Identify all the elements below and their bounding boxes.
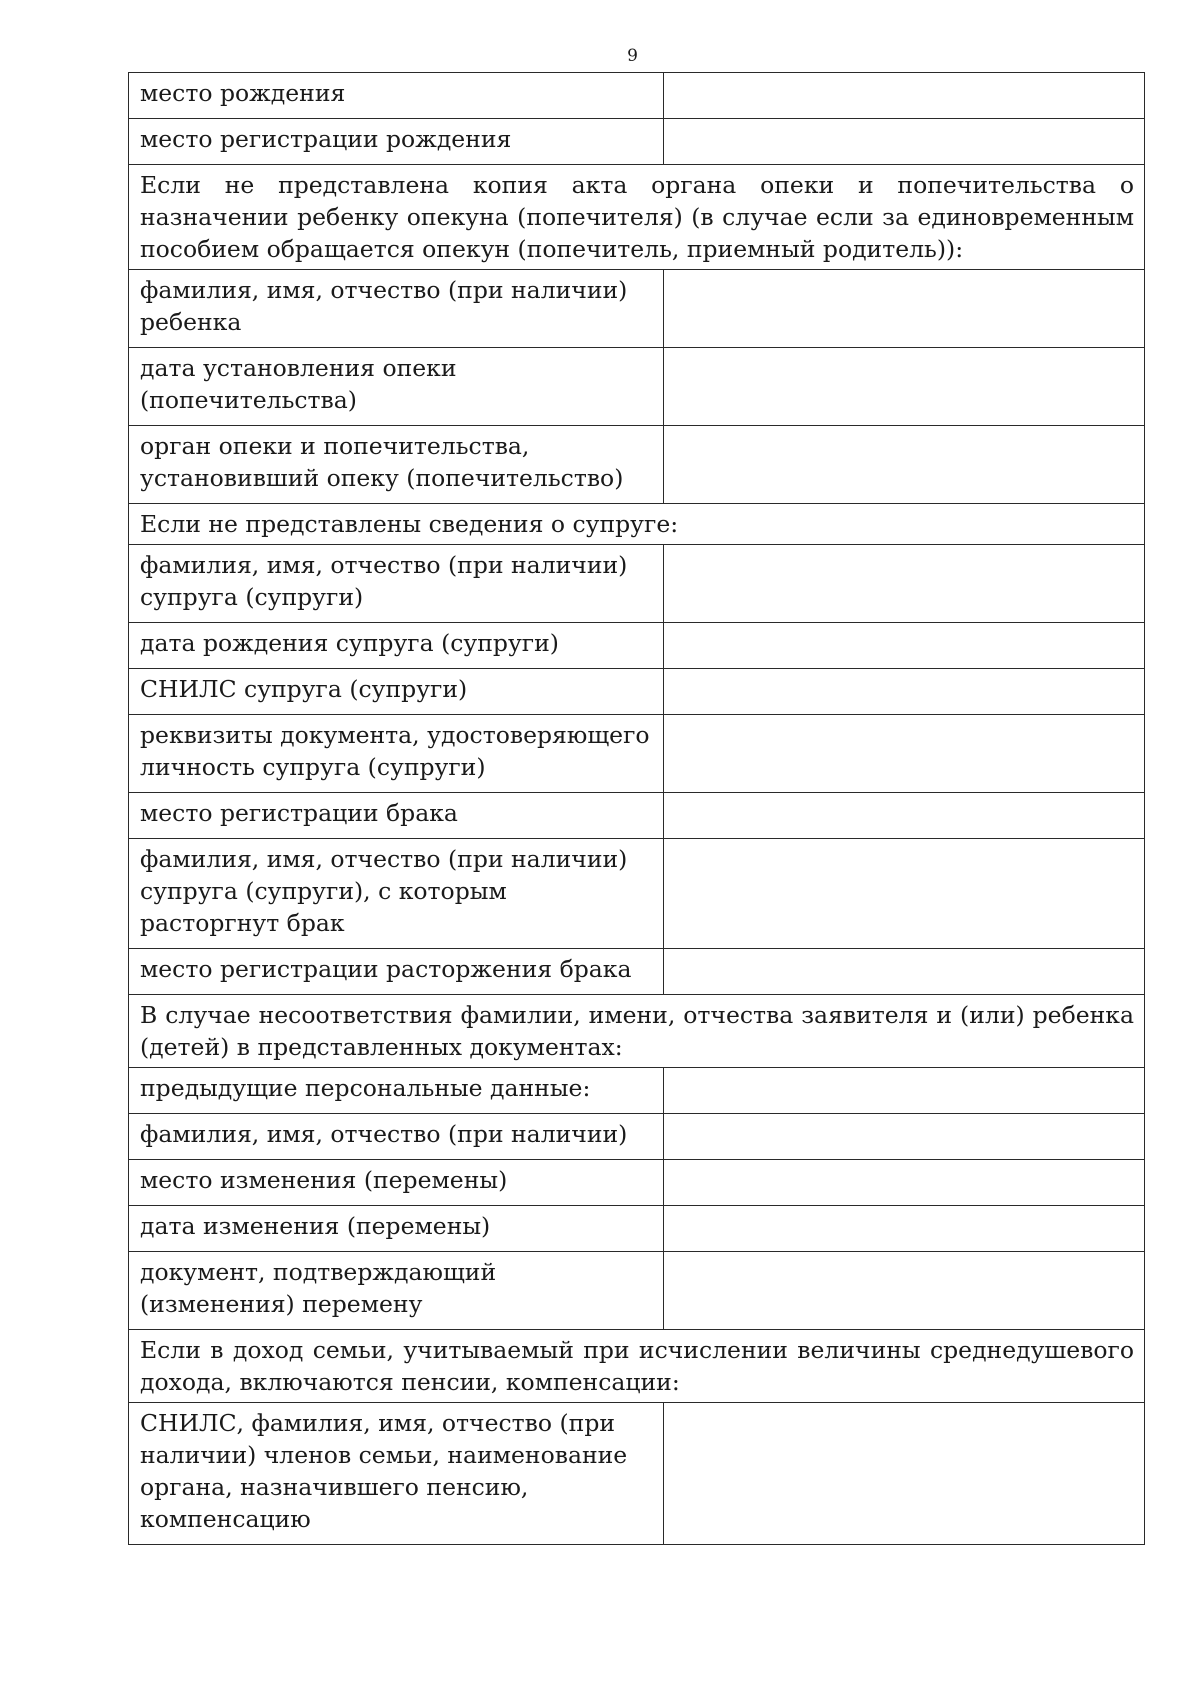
- field-value-blank[interactable]: [664, 949, 1145, 995]
- form-field-row: [129, 669, 1145, 715]
- form-field-row: [129, 793, 1145, 839]
- form-field-row: [129, 839, 1145, 949]
- field-label: документ, подтверждающий (изменения) перемену: [129, 1252, 664, 1330]
- section-header-text: Если не представлены сведения о супруге:: [129, 504, 1145, 545]
- field-label: место изменения (перемены): [129, 1160, 664, 1206]
- field-label: орган опеки и попечительства, установивший опеку (попечительство): [129, 426, 664, 504]
- form-field-row: [129, 1114, 1145, 1160]
- field-value-blank[interactable]: [664, 119, 1145, 165]
- field-value-blank[interactable]: [664, 623, 1145, 669]
- form-field-row: [129, 270, 1145, 348]
- field-label: фамилия, имя, отчество (при наличии) ребенка: [129, 270, 664, 348]
- field-value-blank[interactable]: [664, 715, 1145, 793]
- field-label: место регистрации брака: [129, 793, 664, 839]
- form-field-row: [129, 1403, 1145, 1545]
- section-header-row: [129, 995, 1145, 1068]
- form-field-row: [129, 1206, 1145, 1252]
- field-value-blank[interactable]: [664, 73, 1145, 119]
- form-field-row: [129, 348, 1145, 426]
- field-label: СНИЛС супруга (супруги): [129, 669, 664, 715]
- field-value-blank[interactable]: [664, 545, 1145, 623]
- form-field-row: [129, 1252, 1145, 1330]
- field-label: фамилия, имя, отчество (при наличии) супруга (супруги): [129, 545, 664, 623]
- field-value-blank[interactable]: [664, 1114, 1145, 1160]
- form-field-row: [129, 949, 1145, 995]
- field-label: дата установления опеки (попечительства): [129, 348, 664, 426]
- application-form-table: [128, 72, 1145, 1545]
- field-value-blank[interactable]: [664, 669, 1145, 715]
- field-value-blank[interactable]: [664, 270, 1145, 348]
- field-label: место регистрации расторжения брака: [129, 949, 664, 995]
- field-label: реквизиты документа, удостоверяющего личность супруга (супруги): [129, 715, 664, 793]
- section-header-row: [129, 504, 1145, 545]
- field-label: место рождения: [129, 73, 664, 119]
- section-header-text: Если в доход семьи, учитываемый при исчислении величины среднедушевого дохода, включаются пенсии, компенсации:: [129, 1330, 1145, 1403]
- field-label: место регистрации рождения: [129, 119, 664, 165]
- field-value-blank[interactable]: [664, 839, 1145, 949]
- form-field-row: [129, 1160, 1145, 1206]
- field-value-blank[interactable]: [664, 426, 1145, 504]
- field-value-blank[interactable]: [664, 1160, 1145, 1206]
- field-label: фамилия, имя, отчество (при наличии) супруга (супруги), с которым расторгнут брак: [129, 839, 664, 949]
- section-header-row: [129, 1330, 1145, 1403]
- form-field-row: [129, 73, 1145, 119]
- field-value-blank[interactable]: [664, 1252, 1145, 1330]
- field-value-blank[interactable]: [664, 1068, 1145, 1114]
- field-value-blank[interactable]: [664, 793, 1145, 839]
- form-field-row: [129, 715, 1145, 793]
- field-label: дата рождения супруга (супруги): [129, 623, 664, 669]
- form-field-row: [129, 623, 1145, 669]
- field-value-blank[interactable]: [664, 1403, 1145, 1545]
- field-label: фамилия, имя, отчество (при наличии): [129, 1114, 664, 1160]
- field-label: СНИЛС, фамилия, имя, отчество (при наличии) членов семьи, наименование органа, назначившего пенсию, компенсацию: [129, 1403, 664, 1545]
- page-number: 9: [627, 46, 638, 66]
- form-field-row: [129, 545, 1145, 623]
- section-header-row: [129, 165, 1145, 270]
- form-field-row: [129, 119, 1145, 165]
- form-field-row: [129, 1068, 1145, 1114]
- section-header-text: Если не представлена копия акта органа опеки и попечительства о назначении ребенку опекуна (попечителя) (в случае если за единовременным пособием обращается опекун (попечитель, приемный родитель)):: [129, 165, 1145, 270]
- field-label: предыдущие персональные данные:: [129, 1068, 664, 1114]
- field-value-blank[interactable]: [664, 1206, 1145, 1252]
- field-value-blank[interactable]: [664, 348, 1145, 426]
- form-field-row: [129, 426, 1145, 504]
- section-header-text: В случае несоответствия фамилии, имени, отчества заявителя и (или) ребенка (детей) в представленных документах:: [129, 995, 1145, 1068]
- field-label: дата изменения (перемены): [129, 1206, 664, 1252]
